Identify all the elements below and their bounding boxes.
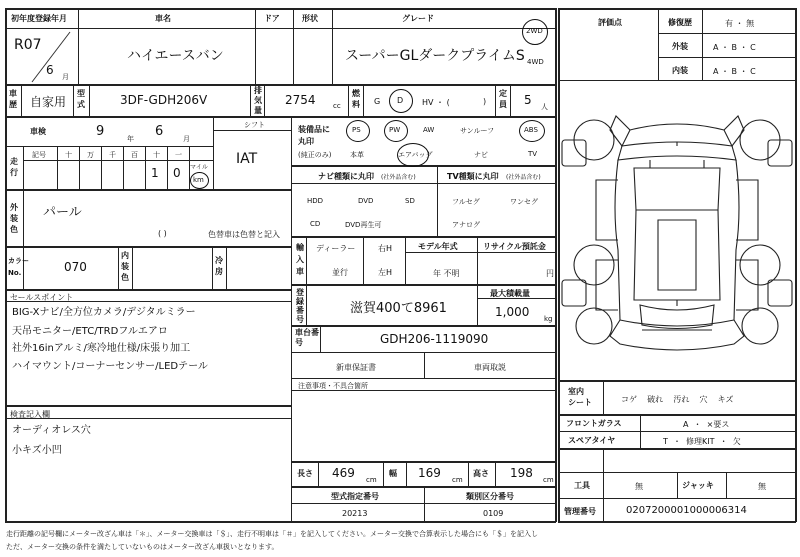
navi-label: ナビ種類に丸印 [318, 172, 374, 181]
length-label: 長さ [297, 469, 313, 478]
capacity-label: 定員 [499, 89, 507, 109]
registration-value: 滋賀400て8961 [350, 301, 447, 316]
equip-ps: PS [352, 126, 361, 134]
color-note: 色替車は色替と記入 [208, 230, 280, 239]
equip-pw: PW [389, 126, 401, 134]
tv-analog: アナログ [452, 221, 480, 229]
windshield-label: フロントガラス [566, 419, 622, 428]
mile-label: マイル [190, 164, 208, 171]
tools-label: 工具 [574, 481, 590, 490]
shift-value: IAT [236, 151, 258, 167]
tv-fullseg: フルセグ [452, 198, 480, 206]
color-value: パール [43, 205, 82, 220]
seat-opts: コゲ 破れ 汚れ 穴 キズ [621, 395, 734, 404]
capacity-value: 5 [524, 93, 532, 107]
inspection-month: 6 [155, 124, 164, 139]
mileage-head-6: 一 [175, 151, 182, 159]
height-value: 198 [510, 466, 533, 480]
equip-tv: TV [528, 150, 538, 158]
max-load-value: 1,000 [495, 305, 530, 319]
recycle-unit: 円 [546, 269, 554, 278]
sales-line-2: 天吊モニター/ETC/TRDフルエアロ [12, 326, 168, 337]
exterior-label: 外装 [672, 42, 688, 51]
import-right: 右H [378, 244, 393, 253]
warranty-label: 新車保証書 [336, 363, 376, 372]
equip-abs: ABS [524, 126, 538, 134]
manual-label: 車両取説 [474, 363, 506, 372]
import-label: 輸入車 [296, 243, 304, 276]
navi-sub: (社外品含む) [381, 174, 416, 181]
sales-line-4: ハイマウント/コーナーセンサー/LEDテール [12, 361, 208, 372]
jack-label: ジャッキ [682, 481, 714, 490]
capacity-unit: 人 [541, 103, 548, 111]
interior-label: 内装 [672, 66, 688, 75]
cold-label: 冷房 [215, 256, 223, 276]
score-label: 評価点 [598, 18, 622, 27]
sales-label: セールスポイント [10, 293, 74, 302]
model-year-value: 年 不明 [433, 269, 460, 278]
interior-seat-label: 室内 シート [568, 387, 592, 407]
mileage-head-5: 十 [153, 151, 160, 159]
max-load-label: 最大積載量 [490, 289, 530, 298]
inspector-line-1: オーディオレス穴 [12, 425, 91, 436]
color-no-value: 070 [64, 260, 87, 274]
car-name-label: 車名 [155, 14, 171, 23]
fuel-g: G [374, 97, 381, 106]
sales-line-3: 社外16inアルミ/寒冷地仕様/床張り加工 [12, 343, 191, 354]
repair-opts: 有 ・ 無 [725, 19, 755, 28]
color-label: 外 装 色 [10, 203, 18, 234]
grade-label: グレード [402, 14, 434, 23]
length-unit: cm [366, 476, 377, 484]
equipment-sub: (純正のみ) [298, 151, 332, 159]
first-reg-month: 6 [46, 63, 54, 77]
registration-label: 登録番号 [296, 288, 304, 324]
max-load-unit: kg [544, 315, 553, 323]
height-label: 高さ [473, 469, 489, 478]
mgmt-value: 0207200001000006314 [626, 505, 747, 516]
shift-label: シフト [244, 121, 265, 129]
cc-unit: cc [333, 102, 341, 110]
width-unit: cm [452, 476, 463, 484]
fuel-close: ) [483, 97, 487, 106]
equip-aw: AW [423, 126, 435, 134]
recycle-label: リサイクル預託金 [483, 242, 546, 251]
height-unit: cm [543, 476, 554, 484]
tv-label: TV種類に丸印 [447, 172, 499, 181]
use-label: 車 歴 [9, 89, 17, 109]
jack-value: 無 [758, 482, 766, 491]
windshield-opts: A ・ ×要ス [683, 420, 730, 429]
type-label: 型式指定番号 [331, 492, 379, 501]
model-label: 型式 [77, 89, 85, 109]
mileage-digit-1: 1 [151, 166, 159, 180]
inspection-year-unit: 年 [127, 135, 134, 143]
class-value: 0109 [483, 509, 504, 518]
drive-2wd: 2WD [526, 27, 543, 35]
length-value: 469 [332, 466, 355, 480]
navi-hdd: HDD [307, 197, 324, 205]
fuel-hv: HV ・ ( [422, 98, 450, 107]
equip-leather: 本革 [350, 151, 364, 159]
use-value: 自家用 [30, 95, 67, 109]
equip-airbag: エアバッグ [398, 151, 433, 159]
class-label: 類別区分番号 [466, 492, 514, 501]
equipment-label: 装備品に 丸印 [298, 125, 330, 146]
color-no-label: カラー No. [8, 257, 29, 277]
color-paren: ( ) [158, 229, 167, 238]
month-unit: 月 [62, 73, 69, 81]
shape-label: 形状 [302, 14, 318, 23]
inspection-label: 車検 [30, 127, 46, 136]
spare-opts: T ・ 修理KIT ・ 欠 [663, 437, 741, 446]
chassis-label: 車台番号 [295, 328, 319, 347]
spare-label: スペアタイヤ [568, 436, 616, 445]
navi-sd: SD [405, 197, 415, 205]
equip-sunroof: サンルーフ [460, 127, 495, 135]
footer-line-2: ただ、メーター交換の条件を満たしていないものはメーター改ざん車扱いとなります。 [6, 543, 279, 551]
repair-label: 修復歴 [668, 18, 692, 27]
mgmt-label: 管理番号 [564, 507, 596, 516]
footer-line-1: 走行距離の記号欄にメーター改ざん車は「＊」、メーター交換車は「＄」、走行不明車は「＃」を記入してください。メーター交換で合算表示した場合にも「＄」を記入し [6, 530, 538, 538]
inspector-line-2: 小キズ小凹 [12, 445, 62, 456]
tools-value: 無 [635, 482, 643, 491]
width-label: 幅 [389, 469, 397, 478]
first-reg-label: 初年度登録年月 [11, 14, 67, 23]
displacement-value: 2754 [285, 93, 316, 107]
inspection-month-unit: 月 [183, 135, 190, 143]
door-label: ドア [264, 14, 280, 23]
width-value: 169 [418, 466, 441, 480]
inspection-year: 9 [96, 124, 105, 139]
drive-4wd: 4WD [527, 58, 544, 66]
import-dealer: ディーラー [316, 244, 356, 253]
interior-color-label: 内装色 [121, 251, 129, 282]
mileage-head-0: 記号 [32, 151, 46, 159]
navi-dvd: DVD [358, 197, 374, 205]
navi-dvdplay: DVD再生可 [345, 221, 382, 229]
import-parallel: 並行 [332, 268, 348, 277]
tv-sub: (社外品含む) [506, 174, 541, 181]
grade-value: スーパーGLダークプライムS [345, 48, 525, 64]
fuel-d: D [397, 96, 404, 105]
model-year-label: モデル年式 [418, 242, 458, 251]
exterior-opts: A ・ B ・ C [713, 43, 756, 52]
sales-line-1: BIG-Xナビ/全方位カメラ/デジタルミラー [12, 307, 196, 318]
displacement-label: 排気量 [254, 86, 262, 115]
equip-navi: ナビ [474, 151, 488, 159]
tv-oneseg: ワンセグ [510, 198, 538, 206]
navi-cd: CD [310, 220, 321, 228]
chassis-value: GDH206-1119090 [380, 332, 489, 346]
car-name-value: ハイエースバン [127, 48, 224, 64]
mileage-head-2: 万 [87, 151, 94, 159]
model-value: 3DF-GDH206V [120, 93, 208, 107]
car-body-diagram [560, 100, 794, 375]
interior-opts: A ・ B ・ C [713, 67, 756, 76]
mileage-head-3: 千 [109, 151, 116, 159]
mileage-head-4: 百 [131, 151, 138, 159]
fuel-label: 燃料 [352, 89, 360, 109]
km-label: km [193, 176, 204, 184]
import-left: 左H [378, 268, 393, 277]
inspector-label: 検査記入欄 [10, 410, 50, 419]
mileage-label: 走 行 [10, 157, 18, 177]
caution-label: 注意事項・不具合箇所 [298, 382, 368, 390]
mileage-head-1: 十 [65, 151, 72, 159]
type-value: 20213 [342, 509, 368, 518]
first-reg-year: R07 [14, 37, 42, 53]
mileage-digit-2: 0 [173, 166, 181, 180]
